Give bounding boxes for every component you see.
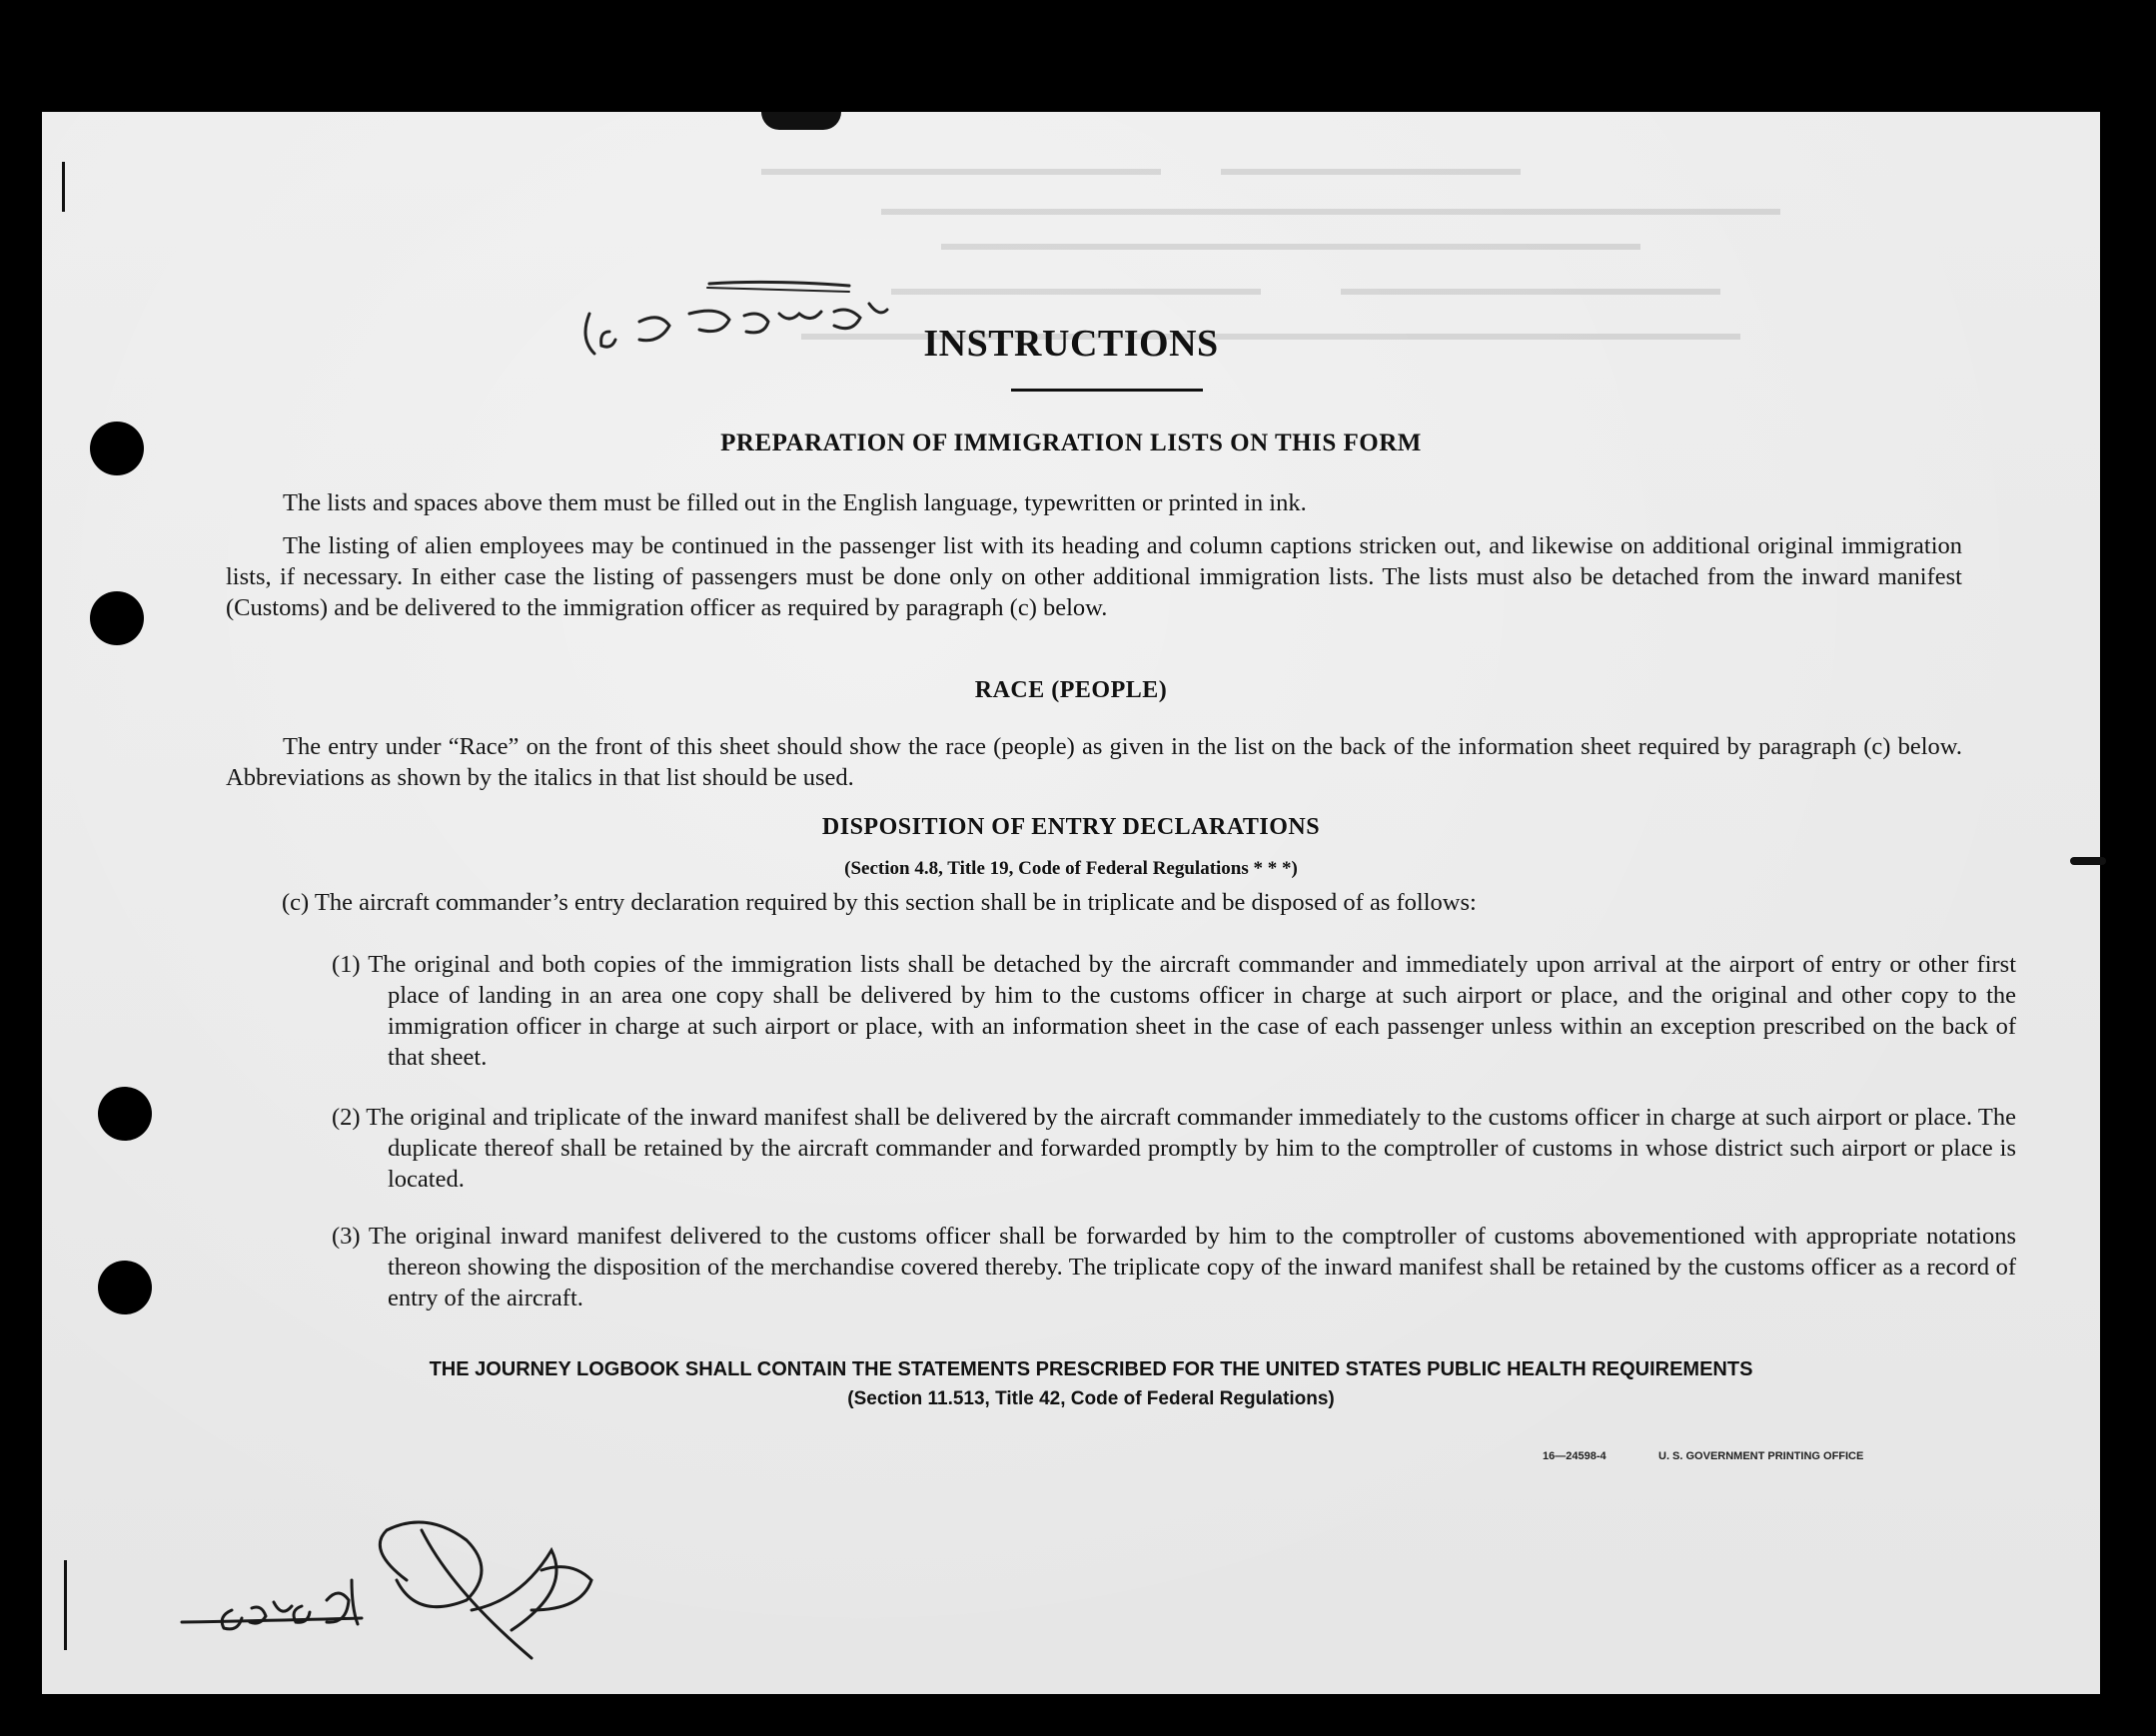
- form-number: 16—24598-4: [1543, 1450, 1607, 1462]
- printer-imprint: U. S. GOVERNMENT PRINTING OFFICE: [1658, 1450, 1864, 1462]
- left-edge-mark-2: [64, 1560, 67, 1650]
- top-edge-notch: [761, 112, 841, 130]
- document-sheet: [42, 112, 2100, 1694]
- disposition-heading: DISPOSITION OF ENTRY DECLARATIONS: [821, 814, 1321, 840]
- binder-hole-4: [98, 1261, 152, 1314]
- race-heading: RACE (PEOPLE): [974, 677, 1168, 703]
- disposition-item-3: (3) The original inward manifest delivered to the customs officer shall be forwarded by him to the comptroller of customs abovementioned with appropriate notations thereon showing the disposition of the merchandise covered thereby. The triplicate copy of the inward manifest shall be retained by the customs officer as a record of entry of the aircraft.: [332, 1223, 2016, 1311]
- binder-hole-3: [98, 1087, 152, 1141]
- health-requirements-statement: THE JOURNEY LOGBOOK SHALL CONTAIN THE STATEMENTS PRESCRIBED FOR THE UNITED STATES PUBLIC HEALTH REQUIREMENTS: [429, 1358, 1753, 1380]
- immigration-heading: PREPARATION OF IMMIGRATION LISTS ON THIS FORM: [720, 430, 1422, 456]
- health-requirements-citation: (Section 11.513, Title 42, Code of Federal Regulations): [847, 1388, 1335, 1409]
- disposition-item-1: (1) The original and both copies of the immigration lists shall be detached by the aircraft commander and immediately upon arrival at the airport of entry or other first place of landing in an area one copy shall be delivered by him to the customs officer in charge at such airport or place, and the original and other copy to the immigration officer in charge at such airport or place, with an information sheet in the case of each passenger unless within an exception prescribed on the back of that sheet.: [332, 951, 2016, 1071]
- left-edge-mark: [62, 162, 65, 212]
- disposition-intro: (c) The aircraft commander’s entry declaration required by this section shall be in triplicate and be disposed of as follows:: [282, 889, 1477, 916]
- immigration-paragraph-2: The listing of alien employees may be continued in the passenger list with its heading and column captions stricken out, and likewise on additional original immigration lists, if necessary. In either case the listing of passengers must be done only on other additional immigration lists. The lists must also be detached from the inward manifest (Customs) and be delivered to the immigration officer as required by paragraph (c) below.: [226, 532, 1962, 621]
- immigration-paragraph-1: The lists and spaces above them must be filled out in the English language, typewritten or printed in ink.: [283, 489, 1307, 516]
- binder-hole-2: [90, 591, 144, 645]
- title-underline: [1011, 389, 1203, 392]
- disposition-item-2: (2) The original and triplicate of the inward manifest shall be delivered by the aircraft commander immediately to the customs officer in charge at such airport or place. The duplicate thereof shall be retained by the aircraft commander and forwarded promptly by him to the comptroller of customs in whose district such airport or place is located.: [332, 1104, 2016, 1193]
- race-paragraph: The entry under “Race” on the front of this sheet should show the race (people) as given in the list on the back of the information sheet required by paragraph (c) below. Abbreviations as shown by the italics in that list should be used.: [226, 733, 1962, 791]
- disposition-citation: (Section 4.8, Title 19, Code of Federal Regulations * * *): [844, 858, 1298, 879]
- handwritten-signature: [172, 1510, 691, 1680]
- page-title: INSTRUCTIONS: [923, 323, 1219, 365]
